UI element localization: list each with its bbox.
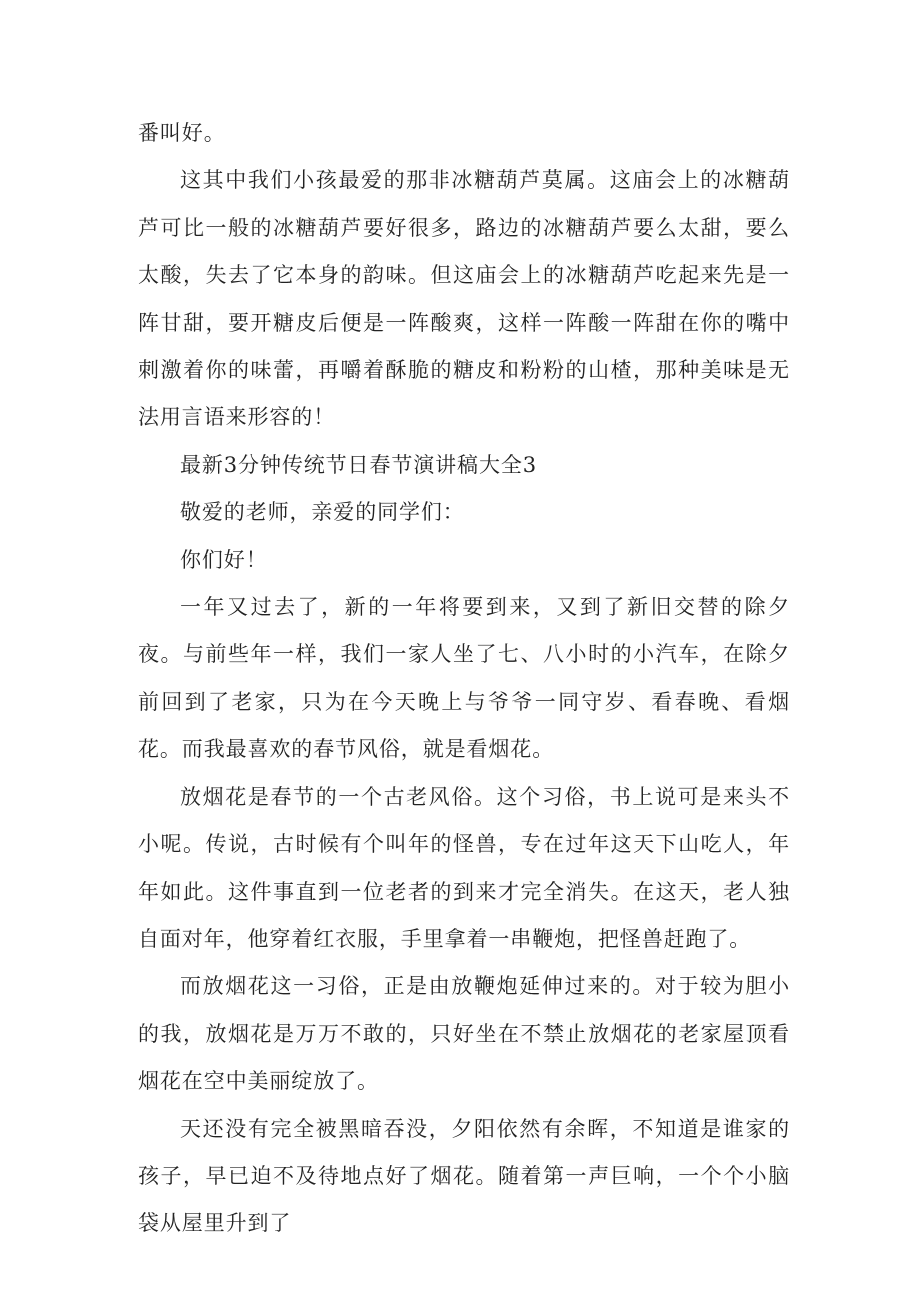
paragraph-firecracker-origin: 而放烟花这一习俗，正是由放鞭炮延伸过来的。对于较为胆小的我，放烟花是万万不敢的，只好坐在不禁止放烟花的老家屋顶看烟花在空中美丽绽放了。 (138, 974, 790, 1094)
paragraph-continuation: 番叫好。 (138, 121, 226, 145)
paragraph-new-year-eve: 一年又过去了，新的一年将要到来，又到了新旧交替的除夕夜。与前些年一样，我们一家人坐了七、八小时的小汽车，在除夕前回到了老家，只为在今天晚上与爷爷一同守岁、看春晚、看烟花。而我最喜欢的春节风俗，就是看烟花。 (138, 595, 790, 762)
paragraph-evening-fireworks: 天还没有完全被黑暗吞没，夕阳依然有余晖，不知道是谁家的孩子，早已迫不及待地点好了烟花。随着第一声巨响，一个个小脑袋从屋里升到了 (138, 1116, 790, 1236)
paragraph-candied-haws: 这其中我们小孩最爱的那非冰糖葫芦莫属。这庙会上的冰糖葫芦可比一般的冰糖葫芦要好很多，路边的冰糖葫芦要么太甜，要么太酸，失去了它本身的韵味。但这庙会上的冰糖葫芦吃起来先是一阵甘甜，要开糖皮后便是一阵酸爽，这样一阵酸一阵甜在你的嘴中刺激着你的味蕾，再嚼着酥脆的糖皮和粉粉的山楂，那种美味是无法用言语来形容的！ (138, 168, 790, 430)
greeting: 你们好！ (180, 547, 268, 572)
section-heading: 最新3分钟传统节日春节演讲稿大全3 (180, 452, 538, 477)
document-body (138, 110, 790, 1248)
salutation: 敬爱的老师，亲爱的同学们： (180, 500, 465, 525)
paragraph-fireworks-custom: 放烟花是春节的一个古老风俗。这个习俗，书上说可是来头不小呢。传说，古时候有个叫年的怪兽，专在过年这天下山吃人，年年如此。这件事直到一位老者的到来才完全消失。在这天，老人独自面对年，他穿着红衣服，手里拿着一串鞭炮，把怪兽赶跑了。 (138, 784, 790, 951)
